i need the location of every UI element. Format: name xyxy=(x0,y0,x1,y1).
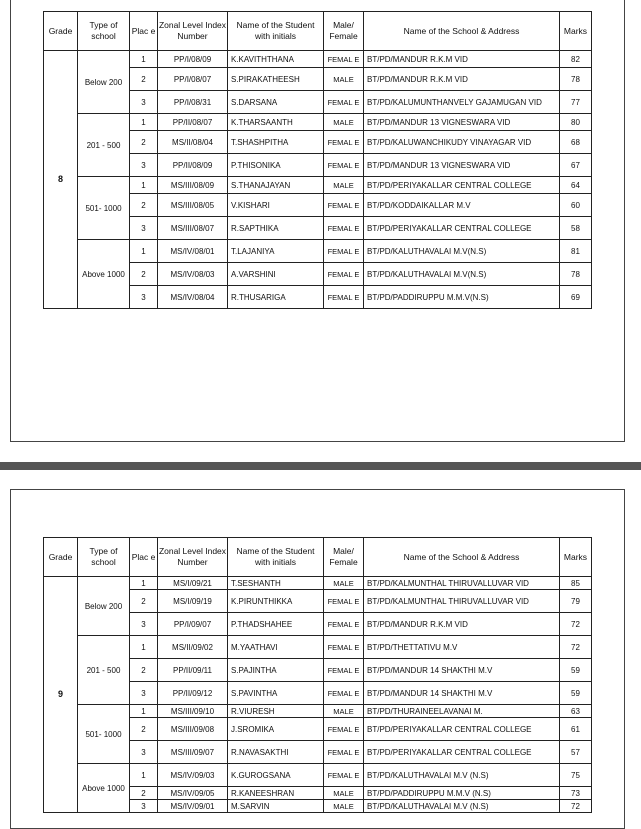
marks-cell: 68 xyxy=(560,131,592,154)
student-name-cell: K.PIRUNTHIKKA xyxy=(228,590,324,613)
index-number-cell: MS/IV/09/01 xyxy=(158,800,228,813)
gender-cell: FEMAL E xyxy=(324,764,364,787)
header-index-number: Zonal Level Index Number xyxy=(158,538,228,577)
header-index-number: Zonal Level Index Number xyxy=(158,12,228,51)
marks-cell: 72 xyxy=(560,636,592,659)
index-number-cell: MS/III/09/07 xyxy=(158,741,228,764)
student-name-cell: P.THADSHAHEE xyxy=(228,613,324,636)
school-address-cell: BT/PD/THETTATIVU M.V xyxy=(364,636,560,659)
student-name-cell: S.DARSANA xyxy=(228,91,324,114)
school-address-cell: BT/PD/KALMUNTHAL THIRUVALLUVAR VID xyxy=(364,577,560,590)
header-school-address: Name of the School & Address xyxy=(364,538,560,577)
gender-cell: MALE xyxy=(324,577,364,590)
student-name-cell: M.YAATHAVI xyxy=(228,636,324,659)
school-type-cell: Above 1000 xyxy=(78,240,130,309)
school-address-cell: BT/PD/KODDAIKALLAR M.V xyxy=(364,194,560,217)
index-number-cell: PP/I/08/07 xyxy=(158,68,228,91)
school-address-cell: BT/PD/MANDUR R.K.M VID xyxy=(364,51,560,68)
school-address-cell: BT/PD/THURAINEELAVANAI M. xyxy=(364,705,560,718)
marks-cell: 63 xyxy=(560,705,592,718)
student-name-cell: S.PIRAKATHEESH xyxy=(228,68,324,91)
student-name-cell: T.SHASHPITHA xyxy=(228,131,324,154)
index-number-cell: MS/III/08/09 xyxy=(158,177,228,194)
school-address-cell: BT/PD/MANDUR 14 SHAKTHI M.V xyxy=(364,682,560,705)
table-row xyxy=(44,51,592,68)
gender-cell: FEMAL E xyxy=(324,194,364,217)
table-row xyxy=(44,114,592,131)
table-row xyxy=(44,764,592,787)
header-row xyxy=(44,538,592,577)
gender-cell: MALE xyxy=(324,114,364,131)
student-name-cell: K.KAVITHTHANA xyxy=(228,51,324,68)
gender-cell: FEMAL E xyxy=(324,263,364,286)
student-name-cell: K.GUROGSANA xyxy=(228,764,324,787)
school-address-cell: BT/PD/MANDUR 13 VIGNESWARA VID xyxy=(364,114,560,131)
index-number-cell: MS/II/09/02 xyxy=(158,636,228,659)
index-number-cell: MS/IV/09/05 xyxy=(158,787,228,800)
header-place: Plac e xyxy=(130,538,158,577)
index-number-cell: PP/I/08/09 xyxy=(158,51,228,68)
grade-cell: 8 xyxy=(44,51,78,309)
page-1 xyxy=(10,0,625,442)
gender-cell: FEMAL E xyxy=(324,613,364,636)
marks-cell: 59 xyxy=(560,682,592,705)
school-address-cell: BT/PD/PADDIRUPPU M.M.V(N.S) xyxy=(364,286,560,309)
gender-cell: FEMAL E xyxy=(324,682,364,705)
school-address-cell: BT/PD/MANDUR 13 VIGNESWARA VID xyxy=(364,154,560,177)
place-cell: 1 xyxy=(130,177,158,194)
page-2 xyxy=(10,489,625,829)
school-type-cell: Below 200 xyxy=(78,51,130,114)
student-name-cell: T.LAJANIYA xyxy=(228,240,324,263)
place-cell: 1 xyxy=(130,636,158,659)
index-number-cell: MS/III/09/10 xyxy=(158,705,228,718)
index-number-cell: MS/IV/08/01 xyxy=(158,240,228,263)
marks-cell: 78 xyxy=(560,68,592,91)
header-student-name: Name of the Student with initials xyxy=(228,538,324,577)
index-number-cell: MS/I/09/19 xyxy=(158,590,228,613)
gender-cell: FEMAL E xyxy=(324,590,364,613)
table-row xyxy=(44,636,592,659)
index-number-cell: MS/IV/09/03 xyxy=(158,764,228,787)
place-cell: 2 xyxy=(130,263,158,286)
school-address-cell: BT/PD/MANDUR 14 SHAKTHI M.V xyxy=(364,659,560,682)
school-type-cell: Above 1000 xyxy=(78,764,130,813)
marks-cell: 60 xyxy=(560,194,592,217)
gender-cell: FEMAL E xyxy=(324,286,364,309)
index-number-cell: MS/III/08/05 xyxy=(158,194,228,217)
gender-cell: FEMAL E xyxy=(324,636,364,659)
school-address-cell: BT/PD/MANDUR R.K.M VID xyxy=(364,613,560,636)
school-address-cell: BT/PD/KALMUNTHAL THIRUVALLUVAR VID xyxy=(364,590,560,613)
marks-cell: 64 xyxy=(560,177,592,194)
student-name-cell: J.SROMIKA xyxy=(228,718,324,741)
gender-cell: FEMAL E xyxy=(324,154,364,177)
marks-cell: 80 xyxy=(560,114,592,131)
gender-cell: FEMAL E xyxy=(324,131,364,154)
header-row xyxy=(44,12,592,51)
gender-cell: MALE xyxy=(324,177,364,194)
page-separator xyxy=(0,462,641,470)
marks-cell: 78 xyxy=(560,263,592,286)
grade-9-results-table xyxy=(43,537,592,813)
index-number-cell: MS/IV/08/03 xyxy=(158,263,228,286)
marks-cell: 85 xyxy=(560,577,592,590)
place-cell: 1 xyxy=(130,705,158,718)
place-cell: 2 xyxy=(130,131,158,154)
student-name-cell: R.VIURESH xyxy=(228,705,324,718)
student-name-cell: K.THARSAANTH xyxy=(228,114,324,131)
school-type-cell: 501- 1000 xyxy=(78,177,130,240)
header-school-type: Type of school xyxy=(78,12,130,51)
marks-cell: 81 xyxy=(560,240,592,263)
index-number-cell: MS/IV/08/04 xyxy=(158,286,228,309)
place-cell: 3 xyxy=(130,741,158,764)
school-type-cell: 501- 1000 xyxy=(78,705,130,764)
place-cell: 2 xyxy=(130,659,158,682)
school-address-cell: BT/PD/PERIYAKALLAR CENTRAL COLLEGE xyxy=(364,177,560,194)
marks-cell: 57 xyxy=(560,741,592,764)
school-address-cell: BT/PD/PERIYAKALLAR CENTRAL COLLEGE xyxy=(364,718,560,741)
place-cell: 3 xyxy=(130,613,158,636)
index-number-cell: MS/I/09/21 xyxy=(158,577,228,590)
marks-cell: 75 xyxy=(560,764,592,787)
student-name-cell: P.THISONIKA xyxy=(228,154,324,177)
gender-cell: FEMAL E xyxy=(324,217,364,240)
marks-cell: 58 xyxy=(560,217,592,240)
student-name-cell: R.NAVASAKTHI xyxy=(228,741,324,764)
student-name-cell: A.VARSHINI xyxy=(228,263,324,286)
place-cell: 1 xyxy=(130,51,158,68)
place-cell: 1 xyxy=(130,577,158,590)
school-address-cell: BT/PD/KALUTHAVALAI M.V(N.S) xyxy=(364,263,560,286)
header-marks: Marks xyxy=(560,12,592,51)
header-school-type: Type of school xyxy=(78,538,130,577)
school-address-cell: BT/PD/KALUMUNTHANVELY GAJAMUGAN VID xyxy=(364,91,560,114)
school-address-cell: BT/PD/PERIYAKALLAR CENTRAL COLLEGE xyxy=(364,217,560,240)
student-name-cell: R.SAPTHIKA xyxy=(228,217,324,240)
table-row xyxy=(44,177,592,194)
marks-cell: 77 xyxy=(560,91,592,114)
index-number-cell: PP/I/09/07 xyxy=(158,613,228,636)
marks-cell: 72 xyxy=(560,800,592,813)
gender-cell: MALE xyxy=(324,787,364,800)
school-address-cell: BT/PD/KALUTHAVALAI M.V (N.S) xyxy=(364,800,560,813)
table-row xyxy=(44,240,592,263)
student-name-cell: T.SESHANTH xyxy=(228,577,324,590)
school-address-cell: BT/PD/PERIYAKALLAR CENTRAL COLLEGE xyxy=(364,741,560,764)
school-address-cell: BT/PD/KALUWANCHIKUDY VINAYAGAR VID xyxy=(364,131,560,154)
header-grade: Grade xyxy=(44,12,78,51)
marks-cell: 59 xyxy=(560,659,592,682)
gender-cell: FEMAL E xyxy=(324,51,364,68)
gender-cell: MALE xyxy=(324,800,364,813)
school-type-cell: 201 - 500 xyxy=(78,114,130,177)
place-cell: 2 xyxy=(130,718,158,741)
index-number-cell: MS/III/08/07 xyxy=(158,217,228,240)
index-number-cell: PP/II/08/09 xyxy=(158,154,228,177)
gender-cell: FEMAL E xyxy=(324,91,364,114)
place-cell: 2 xyxy=(130,194,158,217)
table-row xyxy=(44,705,592,718)
school-type-cell: Below 200 xyxy=(78,577,130,636)
student-name-cell: S.PAVINTHA xyxy=(228,682,324,705)
table-row xyxy=(44,577,592,590)
place-cell: 2 xyxy=(130,787,158,800)
header-marks: Marks xyxy=(560,538,592,577)
gender-cell: FEMAL E xyxy=(324,741,364,764)
place-cell: 3 xyxy=(130,800,158,813)
place-cell: 1 xyxy=(130,240,158,263)
marks-cell: 69 xyxy=(560,286,592,309)
gender-cell: FEMAL E xyxy=(324,718,364,741)
place-cell: 1 xyxy=(130,764,158,787)
school-address-cell: BT/PD/KALUTHAVALAI M.V(N.S) xyxy=(364,240,560,263)
student-name-cell: S.THANAJAYAN xyxy=(228,177,324,194)
place-cell: 2 xyxy=(130,68,158,91)
grade-cell: 9 xyxy=(44,577,78,813)
index-number-cell: MS/III/09/08 xyxy=(158,718,228,741)
gender-cell: FEMAL E xyxy=(324,240,364,263)
grade-8-results-table xyxy=(43,11,592,309)
header-school-address: Name of the School & Address xyxy=(364,12,560,51)
marks-cell: 67 xyxy=(560,154,592,177)
place-cell: 1 xyxy=(130,114,158,131)
header-grade: Grade xyxy=(44,538,78,577)
index-number-cell: MS/II/08/04 xyxy=(158,131,228,154)
place-cell: 3 xyxy=(130,682,158,705)
marks-cell: 73 xyxy=(560,787,592,800)
gender-cell: FEMAL E xyxy=(324,659,364,682)
marks-cell: 82 xyxy=(560,51,592,68)
place-cell: 3 xyxy=(130,286,158,309)
marks-cell: 79 xyxy=(560,590,592,613)
school-address-cell: BT/PD/KALUTHAVALAI M.V (N.S) xyxy=(364,764,560,787)
header-place: Plac e xyxy=(130,12,158,51)
index-number-cell: PP/II/09/12 xyxy=(158,682,228,705)
student-name-cell: S.PAJINTHA xyxy=(228,659,324,682)
student-name-cell: V.KISHARI xyxy=(228,194,324,217)
student-name-cell: R.THUSARIGA xyxy=(228,286,324,309)
place-cell: 2 xyxy=(130,590,158,613)
header-gender: Male/ Female xyxy=(324,12,364,51)
student-name-cell: M.SARVIN xyxy=(228,800,324,813)
school-address-cell: BT/PD/MANDUR R.K.M VID xyxy=(364,68,560,91)
school-type-cell: 201 - 500 xyxy=(78,636,130,705)
header-student-name: Name of the Student with initials xyxy=(228,12,324,51)
student-name-cell: R.KANEESHRAN xyxy=(228,787,324,800)
gender-cell: MALE xyxy=(324,68,364,91)
index-number-cell: PP/II/09/11 xyxy=(158,659,228,682)
header-gender: Male/ Female xyxy=(324,538,364,577)
index-number-cell: PP/I/08/31 xyxy=(158,91,228,114)
index-number-cell: PP/II/08/07 xyxy=(158,114,228,131)
marks-cell: 61 xyxy=(560,718,592,741)
place-cell: 3 xyxy=(130,91,158,114)
place-cell: 3 xyxy=(130,217,158,240)
gender-cell: MALE xyxy=(324,705,364,718)
marks-cell: 72 xyxy=(560,613,592,636)
school-address-cell: BT/PD/PADDIRUPPU M.M.V (N.S) xyxy=(364,787,560,800)
place-cell: 3 xyxy=(130,154,158,177)
